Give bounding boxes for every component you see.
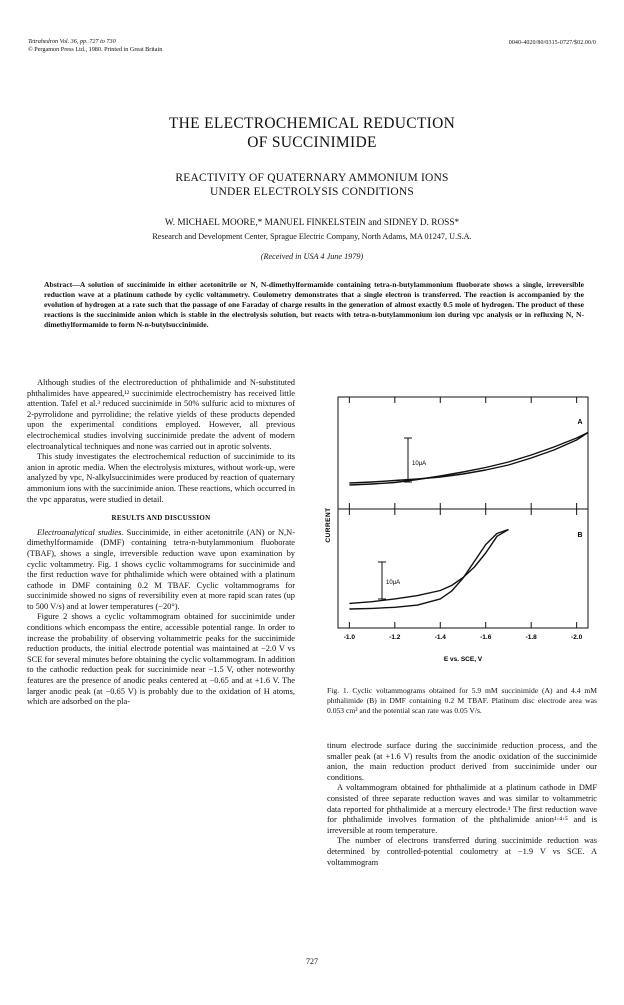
publisher-line: © Pergamon Press Ltd., 1980. Printed in Great Britain: [28, 45, 163, 53]
section-heading: RESULTS AND DISCUSSION: [111, 514, 211, 523]
x-tick-label-5: -2.0: [571, 634, 583, 641]
x-tick-label-2: -1.4: [434, 634, 446, 641]
authors: W. MICHAEL MOORE,* MANUEL FINKELSTEIN and SIDNEY D. ROSS*: [164, 218, 460, 228]
x-axis-label: E vs. SCE, V: [443, 656, 483, 663]
journal-header: [28, 38, 162, 53]
y-axis-label: CURRENT: [325, 507, 332, 543]
intro-paragraph-1: Although studies of the electroreduction of phthalimide and N-substituted phthalimides have appeared,¹² succinimide electrochemistry has received little attention. Tafel et al.³ reduced succinimide in 50% sulfuric acid to mixtures of 2-pyrrolidone and pyrrolidine; the relative yields of these products depended upon the experimental conditions employed. However, all previous electrochemical studies involving succinimide predate the advent of modern electroanalytical techniques and none was carried out in aprotic solvents.: [27, 378, 295, 451]
intro-paragraph-2: This study investigates the electrochemical reduction of succinimide to its anion in aprotic media. When the electrolysis mixtures, without work-up, were analyzed by vpc, N-alkylsuccinimides were produced by reaction of quaternary ammonium ions with the succinimide anion. These reactions, which occurred in the vpc apparatus, were studied in detail.: [27, 452, 295, 504]
x-tick-labels: [344, 634, 583, 641]
affiliation: Research and Development Center, Sprague Electric Company, North Adams, MA 01247, U.S.A.: [152, 232, 472, 241]
right-paragraph-3: The number of electrons transferred during succinimide reduction was determined by controlled-potential coulometry at −1.9 V vs SCE. A voltammogram: [327, 836, 597, 867]
paper-title: [0, 114, 624, 152]
article-code: 0040-4020/80/0315-0727/$02.00/0: [508, 40, 596, 46]
plot-frame: [338, 397, 588, 628]
figure-caption: Fig. 1. Cyclic voltammograms obtained for 5.9 mM succinimide (A) and 4.4 mM phthalimide (B) in DMF containing 0.2 M TBAF. Platinum disc electrode area was 0.053 cm² and the potential scan rate was 0.05 V/s.: [327, 686, 597, 715]
x-tick-label-1: -1.2: [389, 634, 401, 641]
x-tick-label-4: -1.8: [525, 634, 537, 641]
subtitle-line-2: UNDER ELECTROLYSIS CONDITIONS: [210, 186, 414, 198]
results-paragraph-1: [27, 528, 295, 613]
right-paragraph-1: tinum electrode surface during the succinimide reduction process, and the smaller peak (at +1.6 V) results from the anodic oxidation of the succinimide anion, the main reduction product derived from succinimide under our conditions.: [327, 741, 597, 782]
curve-A-reverse: [349, 433, 588, 484]
results-text: Succinimide, in either acetonitrile (AN) or N,N-dimethylformamide (DMF) containing tetra-n-butylammonium fluoborate (TBAF), shows a single, irreversible reduction wave upon examination by cyclic voltammetry. Fig. 1 shows cyclic voltammograms for succinimide and the first reduction wave for phthalimide which were obtained with a platinum cathode in DMF containing 0.2 M TBAF. Cyclic voltammograms for succinimide showed no signs of reversibility even at more rapid scan rates (up to 500 V/s) and at lower temperatures (−20°).: [27, 527, 295, 611]
received-date: (Received in USA 4 June 1979): [260, 252, 364, 261]
scale-bar-a: [404, 438, 426, 482]
results-paragraph-2: Figure 2 shows a cyclic voltammogram obtained for succinimide under conditions which encompass the entire, accessible potential range. In order to increase the probability of observing voltammetric peaks for the succinimide reduction products, the initial electrode potential was maintained at −2.0 V vs SCE for several minutes before obtaining the cyclic voltammogram. In addition to the cathodic reduction peak for succinimide near −1.5 V, other noteworthy features are the presence of anodic peaks centered at −0.65 and at +1.6 V. The larger anodic peak (at −0.65 V) is probably due to the oxidation of H atoms, which are adsorbed on the pla-: [27, 612, 295, 707]
right-column: [327, 741, 597, 868]
title-line-1: THE ELECTROCHEMICAL REDUCTION: [168, 115, 456, 132]
curve-A-forward: [349, 433, 588, 486]
left-column: [27, 378, 295, 708]
curve-B-forward: [349, 530, 508, 610]
subtitle-line-1: REACTIVITY OF QUATERNARY AMMONIUM IONS: [175, 172, 449, 184]
panel-label-b: B: [577, 532, 583, 539]
figure-1-chart: [318, 381, 600, 666]
scale-label-b: 10μA: [386, 580, 401, 586]
x-ticks: [349, 397, 576, 628]
page-number: 727: [306, 957, 318, 966]
scale-label-a: 10μA: [412, 461, 427, 467]
title-line-2: OF SUCCINIMIDE: [247, 134, 377, 151]
results-lead: Electroanalytical studies.: [37, 527, 124, 537]
scale-bar-b: [378, 562, 400, 599]
curve-B-reverse: [349, 530, 508, 604]
paper-subtitle: [0, 171, 624, 199]
right-paragraph-2: A voltammogram obtained for phthalimide at a platinum cathode in DMF consisted of three separate reduction waves and was similar to voltammetric data reported for phthalimide at a mercury electrode.¹ The first reduction wave for phthalimide involves formation of the phthalimide anion¹·⁴·⁵ and is irreversible at room temperature.: [327, 783, 597, 835]
panel-label-a: A: [577, 419, 583, 426]
abstract: Abstract—A solution of succinimide in either acetonitrile or N, N-dimethylformamide containing tetra-n-butylammonium fluoborate shows a single, irreversible reduction wave at a platinum cathode by cyclic voltammetry. Coulometry demonstrates that a single electron is transferred. The reaction is accompanied by the evolution of hydrogen at a rate such that the passage of one Faraday of charge results in the generation of almost exactly 0.5 mole of hydrogen. The product of these reactions is the succinimide anion which is stable in the electrolysis solution, but reacts with tetra-n-butylammonium ion during vpc analysis or in refluxing N, N-dimethylformamide to form N-n-butylsuccinimide.: [44, 280, 584, 330]
x-tick-label-0: -1.0: [343, 634, 355, 641]
journal-citation: Tetrahedron Vol. 36, pp. 727 to 730: [28, 38, 116, 45]
x-tick-label-3: -1.6: [480, 634, 492, 641]
